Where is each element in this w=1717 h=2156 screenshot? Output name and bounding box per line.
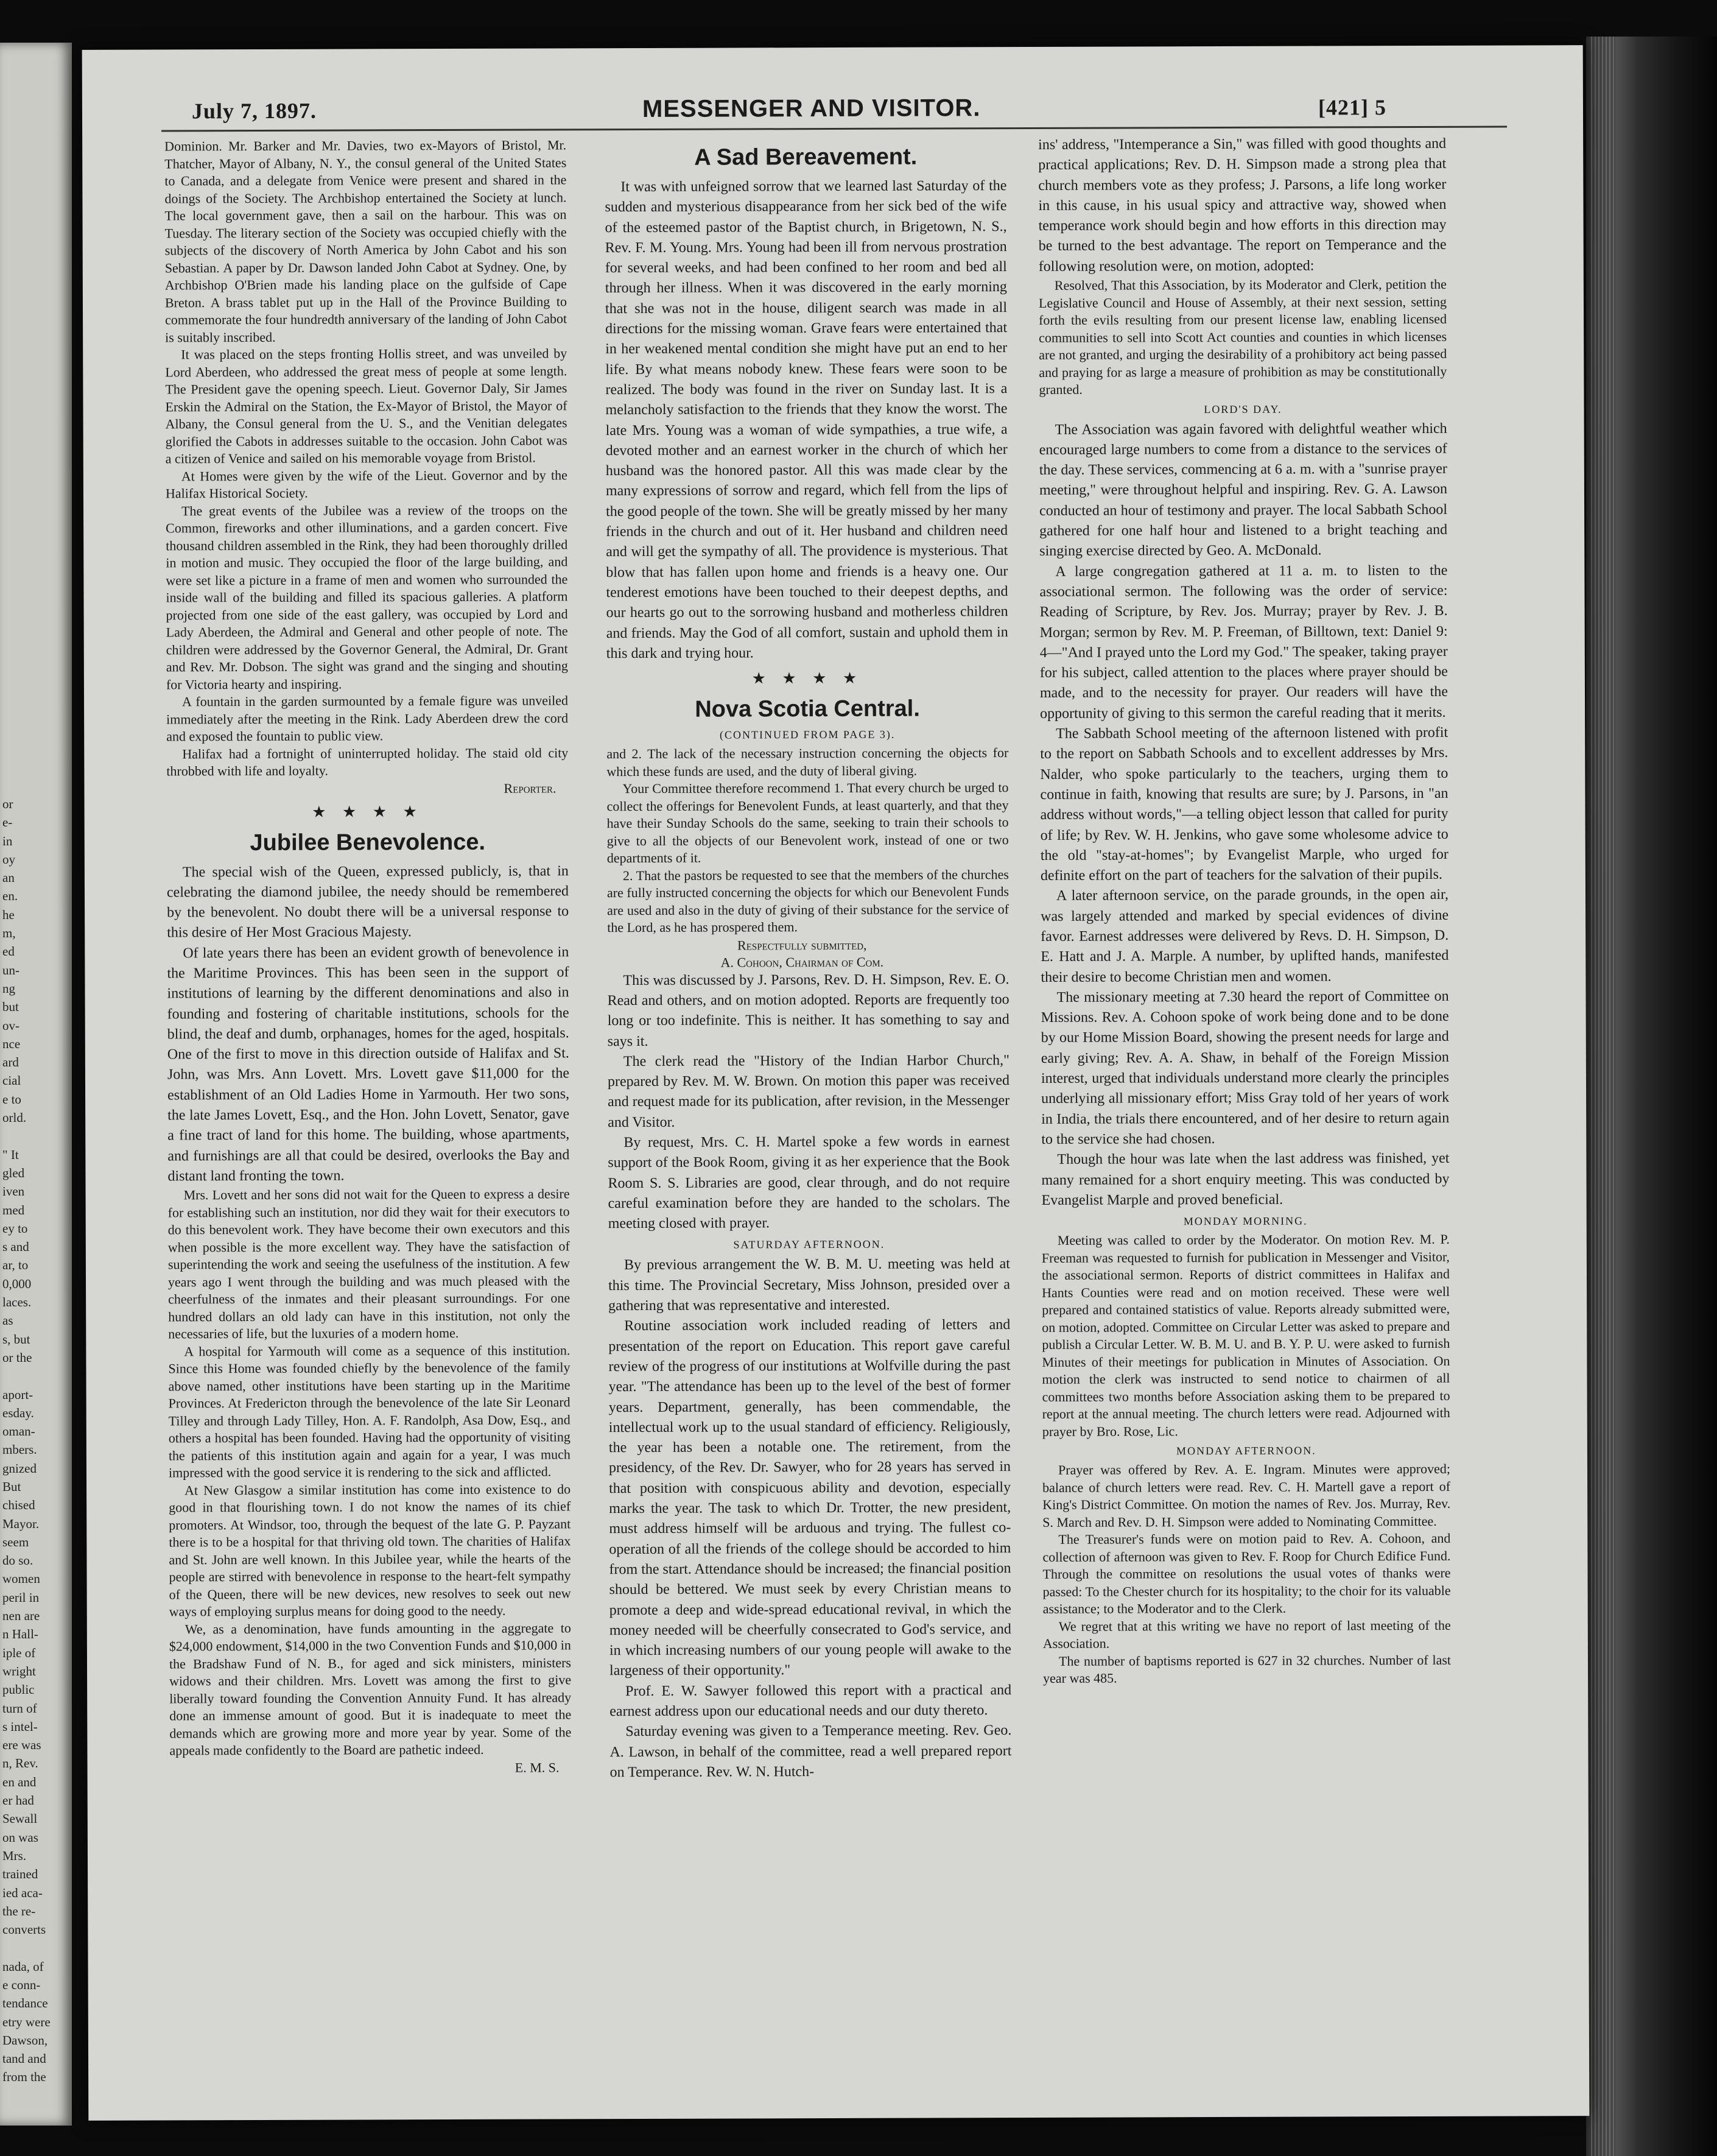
paragraph: ins' address, "Intemperance a Sin," was filled with good thoughts and practical applications; Rev. D. H. Simpson made a strong plea that church members vote as they profess; J. Parsons, a life long worker in this cause, in his usual spicy and attractive way, showed when temperance work should begin and how efforts in this direction may be turned to the best advantage. The report on Temperance and the following resolution were, on motion, adopted:	[1038, 135, 1447, 275]
paragraph: Meeting was called to order by the Moderator. On motion Rev. M. P. Freeman was requested to furnish for publication in Messenger and Visitor, the associational sermon. Reports of district committees in Halifax and Hants Counties were read and on motion received. These were well prepared and contained statistics of value. Reports already submitted were, on motion, adopted. Committee on Circular Letter was asked to prepare and publish a Circular Letter. W. B. M. U. and B. Y. P. U. were asked to furnish Minutes of their meetings for publication in Minutes of Association. On motion the clerk was instructed to send notice to chairmen of all committees two months before Association asking them to be prepared to report at the annual meeting. The church letters were read. Adjourned with prayer by Bro. Rose, Lic.	[1041, 1231, 1450, 1439]
previous-page-fragment: aport-	[2, 1387, 33, 1402]
previous-page-fragment: gled	[2, 1165, 25, 1180]
column-3	[1038, 134, 1451, 1688]
paragraph: 2. That the pastors be requested to see that the members of the churches are fully instructed concerning the objects for which our Benevolent Funds are used and also in the duty of giving of their substance for the service of the Lord, as he has prospered them.	[606, 866, 1009, 935]
previous-page-fragment: orld.	[2, 1110, 27, 1126]
previous-page-fragment: Dawson,	[2, 2032, 48, 2048]
paragraph: By request, Mrs. C. H. Martel spoke a few words in earnest support of the Book Room, giving it as her experience that the Book Room S. S. Libraries are good, clear through, and do not require careful examination before they are handed to the scholars. The meeting closed with prayer.	[608, 1133, 1010, 1232]
previous-page-fragment: cial	[2, 1073, 21, 1088]
paragraph: It was placed on the steps fronting Hollis street, and was unveiled by Lord Aberdeen, who addressed the great mess of people at some length. The President gave the opening speech. Lieut. Governor Daly, Sir James Erskin the Admiral on the Station, the Ex-Mayor of Bristol, the Mayor of Albany, the Consul general from the U. S., and the Venitian delegates glorified the Cabots in addresses suitable to the occasion. John Cabot was a citizen of Venice and sailed on his memorable voyage from Bristol.	[165, 345, 567, 467]
previous-page-fragment: tand and	[2, 2051, 46, 2066]
previous-page-fragment: m,	[2, 926, 16, 941]
previous-page-fragment: Sewall	[2, 1811, 38, 1827]
previous-page-fragment: trained	[2, 1867, 38, 1882]
paragraph: This was discussed by J. Parsons, Rev. D. H. Simpson, Rev. E. O. Read and others, and on motion adopted. Reports are frequently too long or too indefinite. This is neither. It has something to say and says it.	[607, 971, 1009, 1049]
previous-page-fragment: women	[2, 1571, 40, 1587]
previous-page-fragment: oy	[2, 851, 15, 867]
previous-page-fragment: on was	[2, 1830, 38, 1845]
previous-page-fragment: ey to	[2, 1221, 28, 1236]
previous-page-fragment: mbers.	[2, 1442, 37, 1457]
previous-page-fragment: but	[2, 999, 19, 1015]
previous-page-fragment: er had	[2, 1793, 34, 1808]
previous-page-fragment: public	[2, 1682, 35, 1697]
masthead	[82, 45, 1583, 124]
section-subheading: MONDAY AFTERNOON.	[1176, 1444, 1316, 1457]
paragraph: Dominion. Mr. Barker and Mr. Davies, two ex-Mayors of Bristol, Mr. Thatcher, Mayor of Albany, N. Y., the consul general of the United States to Canada, and a delegate from Venice were present and shared in the doings of the Society. The Archbishop entertained the Society at lunch. The local government gave, then a sail on the harbour. This was on Tuesday. The literary section of the Society was occupied chiefly with the subjects of the discovery of North America by John Cabot and his son Sebastian. A paper by Dr. Dawson landed John Cabot at Sydney. One, by Archbishop O'Brien made his landing place on the gulfside of Cape Breton. A brass tablet put up in the Hall of the Province Building to commemorate the four hundredth anniversary of the landing of John Cabot is suitably inscribed.	[164, 137, 567, 345]
paragraph: The missionary meeting at 7.30 heard the report of Committee on Missions. Rev. A. Cohoon spoke of work being done and to be done by our Home Mission Board, showing the present needs for large and early giving; Rev. A. A. Shaw, in behalf of the Foreign Mission interest, urged that individuals understand more clearly the principles underlying all missionary effort; Miss Gray told of her years of work in India, the trials there encountered, and of her desire to return again to the service she had chosen.	[1041, 988, 1450, 1147]
previous-page-fragment: ied aca-	[2, 1885, 43, 1900]
previous-page-fragment: wright	[2, 1663, 36, 1679]
section-divider-stars: ★ ★ ★ ★	[751, 669, 863, 688]
paragraph: A hospital for Yarmouth will come as a sequence of this institution. Since this Home was founded chiefly by the benevolence of the family above named, other institutions have been starting up in the Maritime Provinces. At Fredericton through the benevolence of the late Sir Leonard Tilley and through Lady Tilley, Hon. A. F. Randolph, Asa Dow, Esq., and others a hospital has been founded. Having had the opportunity of visiting the patients of this institution again and again for a year, I was much impressed with the good service it is rendering to the sick and afflicted.	[168, 1342, 571, 1481]
previous-page-fragment: tendance	[2, 1996, 48, 2011]
paragraph: The Association was again favored with delightful weather which encouraged large numbers to come from a distance to the services of the day. These services, commencing at 6 a. m. with a "sunrise prayer meeting," were throughout helpful and inspiring. Rev. G. A. Lawson conducted an hour of testimony and prayer. The local Sabbath School gathered for one half hour and listened to a bright teaching and singing exercise directed by Geo. A. McDonald.	[1039, 420, 1448, 560]
previous-page-fragment: nen are	[2, 1608, 40, 1624]
previous-page-fragment: an	[2, 870, 15, 886]
paragraph: At New Glasgow a similar institution has come into existence to do good in that flourishing town. I do not know the names of its chief promoters. At Windsor, too, through the bequest of the late G. P. Payzant there is to be a hospital for that thriving old town. The charities of Halifax and St. John are well known. In this Jubilee year, while the hearts of the people are stirred with benevolence in response to the heart-felt sympathy of the Queen, there will be new devices, new resolves to seek out new ways of employing surplus means for doing good to the needy.	[169, 1481, 571, 1619]
page-number: [421] 5	[1318, 95, 1387, 120]
previous-page-fragment: or	[2, 797, 13, 811]
paragraph: Mrs. Lovett and her sons did not wait for the Queen to express a desire for establishing such an institution, nor did they wait for their executors to do this benevolent work. They have become their own executors and this when possible is the more excellent way. They have the satisfaction of superintending the work and seeing the usefulness of the institution. A few years ago I went through the building and was much pleased with the cheerfulness of the inmates and their pleasant surroundings. For one hundred dollars an old lady can have in this institution, not only the necessaries of life, but the luxuries of a modern home.	[167, 1186, 571, 1342]
newspaper-title: MESSENGER AND VISITOR.	[642, 94, 981, 122]
previous-page-fragment: nce	[2, 1036, 21, 1051]
paragraph: Though the hour was late when the last address was finished, yet many remained for a short enquiry meeting. This was conducted by Evangelist Marple and proved beneficial.	[1041, 1150, 1450, 1208]
paragraph: We regret that at this writing we have no report of last meeting of the Association.	[1042, 1617, 1451, 1652]
previous-page-fragment: converts	[2, 1922, 46, 1937]
previous-page-fragment: gnized	[2, 1460, 37, 1476]
paragraph: Routine association work included reading of letters and presentation of the report on Education. This report gave careful review of the progress of our institutions at Wolfville during the past year. "The attendance has been up to the level of the best of former years. Department, generally, has been commendable, the intellectual work up to the usual standard of efficiency. Religiously, the year has been a notable one. The retirement, from the presidency, of the Rev. Dr. Sawyer, who for 28 years has served in that position with conspicuous ability and devotion, especially marks the year. The task to which Dr. Trotter, the new president, must address himself will be arduous and trying. The fullest co-operation of all the friends of the college should be accorded to him from the start. Attendance should be increased; the financial position should be bettered. We must seek by every Christian means to promote a deep and wide-spread educational revival, in which the money needed will be cheerfully consecrated to God's service, and in which increasing numbers of our young people will awake to the largeness of their opportunity."	[608, 1317, 1011, 1679]
previous-page-fragment: peril in	[2, 1590, 40, 1605]
previous-page-fragment: un-	[2, 962, 19, 978]
paragraph: The Treasurer's funds were on motion paid to Rev. A. Cohoon, and collection of afternoon was given to Rev. F. Roop for Church Edifice Fund. Through the committee on resolutions the usual votes of thanks were passed: To the Chester church for its hospitality; to the choir for its valuable assistance; to the Moderator and to the Clerk.	[1042, 1530, 1451, 1617]
previous-page-fragment: e conn-	[2, 1978, 41, 1992]
paragraph: and 2. The lack of the necessary instruction concerning the objects for which these funds are used, and the duty of liberal giving.	[606, 745, 1009, 779]
article-heading: Nova Scotia Central.	[695, 696, 920, 722]
paragraph: Saturday evening was given to a Temperance meeting. Rev. Geo. A. Lawson, in behalf of the committee, read a well prepared report on Temperance. Rev. W. N. Hutch-	[609, 1722, 1012, 1781]
section-subheading: MONDAY MORNING.	[1183, 1214, 1308, 1228]
previous-page-fragment: from the	[2, 2070, 46, 2085]
previous-page-fragment: en.	[2, 889, 18, 904]
previous-page-fragment: Mrs.	[2, 1848, 27, 1863]
previous-page-fragment: iven	[2, 1184, 25, 1199]
previous-page-fragment: in	[2, 833, 13, 848]
previous-page-fragment: oman-	[2, 1424, 35, 1439]
column-2	[605, 135, 1011, 1783]
paragraph: Halifax had a fortnight of uninterrupted holiday. The staid old city throbbed with life and loyalty.	[166, 744, 569, 779]
previous-page-fragment	[2, 1127, 51, 1145]
previous-page-fragment: n, Rev.	[2, 1756, 38, 1771]
article-heading: A Sad Bereavement.	[694, 144, 918, 171]
paragraph: The great events of the Jubilee was a review of the troops on the Common, fireworks and other illuminations, and a garden concert. Five thousand children assembled in the Rink, they had been thoroughly drilled in motion and music. They occupied the floor of the large building, and were set like a picture in a frame of men and women who surrounded the inside wall of the building and filled its spacious galleries. A platform projected from one side of the east gallery, was occupied by Lord and Lady Aberdeen, the Admiral and General and other people of note. The children were addressed by the Governor General, the Admiral, Dr. Grant and Rev. Mr. Dobson. The sight was grand and the singing and shouting for Victoria hearty and inspiring.	[166, 501, 568, 692]
paragraph: The number of baptisms reported is 627 in 32 churches. Number of last year was 485.	[1043, 1652, 1452, 1686]
previous-page-fragment: med	[2, 1202, 25, 1217]
previous-page-text-fragments	[2, 795, 51, 2087]
signature: E. M. S.	[514, 1760, 560, 1775]
newspaper-page	[82, 45, 1590, 2121]
paragraph: A later afternoon service, on the parade grounds, in the open air, was largely attended and marked by special evidences of divine favor. Earnest addresses were delivered by Revs. D. H. Simpson, D. E. Hatt and J. A. Marple. A number, by uplifted hands, manifested their desire to become Christian men and women.	[1041, 887, 1449, 985]
previous-page-fragment: ard	[2, 1055, 19, 1070]
previous-page-edge	[0, 43, 72, 2126]
paragraph: It was with unfeigned sorrow that we learned last Saturday of the sudden and mysterious disappearance from her sick bed of the wife of the esteemed pastor of the Baptist church, in Brigetown, N. S., Rev. F. M. Young. Mrs. Young had been ill from nervous prostration for several weeks, and had been confined to her room and bed all through her illness. When it was discovered in the early morning that she was not in the house, diligent search was made in all directions for the missing woman. Grave fears were entertained that in her weakened mental condition she might have put an end to her life. By what means nobody knew. These fears were soon to be realized. The body was found in the river on Sunday last. It is a melancholy satisfaction to the friends that they know the worst. The late Mrs. Young was a woman of wide sympathies, a true wife, a devoted mother and an earnest worker in the church of which her husband was the honored pastor. All this was made clear by the many expressions of sorrow and regard, which fell from the lips of the good people of the town. She will be greatly missed by her many friends in the church and out of it. Her husband and children need and will get the sympathy of all. The providence is mysterious. That blow that has fallen upon home and friends is a heavy one. Our tenderest emotions have been touched to their deepest depths, and our hearts go out to the sorrowing husband and motherless children and friends. May the God of all comfort, sustain and uphold them in this dark and trying hour.	[605, 178, 1008, 662]
continued-note: (CONTINUED FROM PAGE 3).	[719, 728, 896, 741]
section-subheading: SATURDAY AFTERNOON.	[733, 1238, 885, 1252]
book-binding-edge	[1586, 37, 1717, 2156]
previous-page-fragment: " It	[2, 1147, 19, 1162]
previous-page-fragment: as	[2, 1313, 13, 1328]
issue-date: July 7, 1897.	[191, 98, 317, 124]
previous-page-fragment: seem	[2, 1534, 29, 1549]
previous-page-fragment: etry were	[2, 2014, 51, 2029]
signature: Reporter.	[504, 780, 557, 796]
previous-page-fragment: laces.	[2, 1295, 32, 1310]
paragraph: A fountain in the garden surmounted by a female figure was unveiled immediately after the meeting in the Rink. Lady Aberdeen drew the cord and exposed the fountain to public view.	[166, 692, 569, 744]
previous-page-fragment: s intel-	[2, 1719, 38, 1734]
previous-page-fragment	[2, 1939, 51, 1957]
paragraph: The clerk read the "History of the Indian Harbor Church," prepared by Rev. M. W. Brown. On motion this paper was received and request made for its publication, after revision, in the Messenger and Visitor.	[607, 1052, 1010, 1130]
article-heading: Jubilee Benevolence.	[250, 829, 486, 856]
paragraph: Of late years there has been an evident growth of benevolence in the Maritime Provinces. This has been seen in the support of institutions of learning by the different denominations and also in founding and fostering of charitable institutions, schools for the blind, the deaf and dumb, orphanages, homes for the aged, hospitals. One of the first to move in this direction outside of Halifax and St. John, was Mrs. Ann Lovett. Mrs. Lovett gave $11,000 for the establishment of an Old Ladies Home in Yarmouth. Her two sons, the late James Lovett, Esq., and the Hon. John Lovett, Senator, gave a fine tract of land for this home. The building, whose apartments, and furnishings are all that could be desired, overlooks the Bay and distant land fronting the town.	[167, 944, 570, 1185]
previous-page-fragment: s and	[2, 1239, 29, 1255]
previous-page-fragment: turn of	[2, 1700, 37, 1716]
previous-page-fragment: or the	[2, 1350, 32, 1365]
previous-page-fragment: ed	[2, 944, 15, 959]
paragraph: A large congregation gathered at 11 a. m. to listen to the associational sermon. The following was the order of service: Reading of Scripture, by Rev. Jos. Murray; prayer by Rev. J. B. Morgan; sermon by Rev. M. P. Freeman, of Billtown, text: Daniel 9: 4—"And I prayed unto the Lord my God." The speaker, taking prayer for his subject, called attention to the places where prayer should be made, and to the necessity for prayer. Our readers will have the opportunity of giving to this sermon the careful reading that it merits.	[1039, 562, 1448, 722]
previous-page-fragment: But	[2, 1479, 21, 1494]
paragraph: The special wish of the Queen, expressed publicly, is, that in celebrating the diamond jubilee, the needy should be remembered by the benevolent. No doubt there will be a universal response to this desire of Her Most Gracious Majesty.	[166, 862, 569, 941]
previous-page-fragment: do so.	[2, 1553, 33, 1568]
previous-page-fragment: Mayor.	[2, 1516, 40, 1531]
previous-page-fragment: esday.	[2, 1405, 34, 1420]
paragraph: We, as a denomination, have funds amounting in the aggregate to $24,000 endowment, $14,000 in the two Convention Funds and $10,000 in the Bradshaw Fund of N. B., for aged and sick ministers, ministers widows and their children. Mrs. Lovett was among the first to give liberally toward founding the Convention Annuity Fund. It has already done an immense amount of good. But it is inadequate to meet the demands which are growing more and more year by year. Some of the appeals made confidently to the Board are pathetic indeed.	[169, 1620, 572, 1758]
previous-page-fragment: n Hall-	[2, 1627, 38, 1642]
previous-page-fragment: chised	[2, 1498, 35, 1513]
previous-page-fragment: s, but	[2, 1331, 30, 1347]
previous-page-fragment: iple of	[2, 1645, 36, 1660]
previous-page-fragment: 0,000	[2, 1276, 32, 1291]
signature: A. Cohoon, Chairman of Com.	[720, 954, 884, 970]
previous-page-fragment: he	[2, 907, 15, 922]
closing: Respectfully submitted,	[737, 937, 867, 953]
paragraph: Your Committee therefore recommend 1. That every church be urged to collect the offerings for Benevolent Funds, at least quarterly, and that they have their Sunday Schools do the same, seeking to train their schools to give to all the objects of our Benevolent work, instead of one or two departments of it.	[606, 780, 1009, 866]
previous-page-fragment: e-	[2, 815, 13, 830]
section-subheading: LORD'S DAY.	[1204, 403, 1282, 415]
previous-page-fragment: nada, of	[2, 1959, 44, 1974]
paragraph: Prof. E. W. Sawyer followed this report with a practical and earnest address upon our educational needs and our duty thereto.	[609, 1682, 1012, 1720]
previous-page-fragment: ere was	[2, 1738, 41, 1753]
column-1	[164, 136, 571, 1777]
paragraph: By previous arrangement the W. B. M. U. meeting was held at this time. The Provincial Secretary, Miss Johnson, presided over a gathering that was representative and interested.	[608, 1256, 1011, 1314]
previous-page-fragment: en and	[2, 1774, 37, 1789]
previous-page-fragment: ar, to	[2, 1258, 29, 1273]
paragraph: At Homes were given by the wife of the Lieut. Governor and by the Halifax Historical Society.	[165, 467, 567, 501]
previous-page-fragment	[2, 1367, 51, 1385]
section-divider-stars: ★ ★ ★ ★	[312, 802, 424, 821]
masthead-rule	[161, 126, 1507, 132]
previous-page-fragment: e to	[2, 1091, 21, 1107]
paragraph: Resolved, That this Association, by its Moderator and Clerk, petition the Legislative Council and House of Assembly, at their next session, setting forth the evils resulting from our present license law, enabling licensed communities to sell into Scott Act counties and counties in which licenses are not granted, and urging the desirability of a prohibitory act being passed and praying for as large a measure of prohibition as may be constitutionally granted.	[1038, 276, 1447, 398]
previous-page-fragment: ov-	[2, 1018, 19, 1033]
previous-page-fragment: ng	[2, 981, 15, 996]
paragraph: The Sabbath School meeting of the afternoon listened with profit to the report on Sabbath Schools and to excellent addresses by Mrs. Nalder, who spoke particularly to the teachers, urging them to continue in faith, knowing that results are sure; by J. Parsons, in "an address without words,"—a telling object lesson that called for purity of life; by Rev. W. H. Jenkins, who gave some wholesome advice to the old "stay-at-homes"; by Evangelist Marple, who urged for definite effort on the part of teachers for the salvation of their pupils.	[1040, 724, 1448, 884]
paragraph: Prayer was offered by Rev. A. E. Ingram. Minutes were approved; balance of church letters were read. Rev. C. H. Martell gave a report of King's District Committee. On motion the names of Rev. Jos. Murray, Rev. S. March and Rev. D. H. Simpson were added to Nominating Committee.	[1042, 1460, 1451, 1530]
previous-page-fragment: the re-	[2, 1903, 36, 1918]
